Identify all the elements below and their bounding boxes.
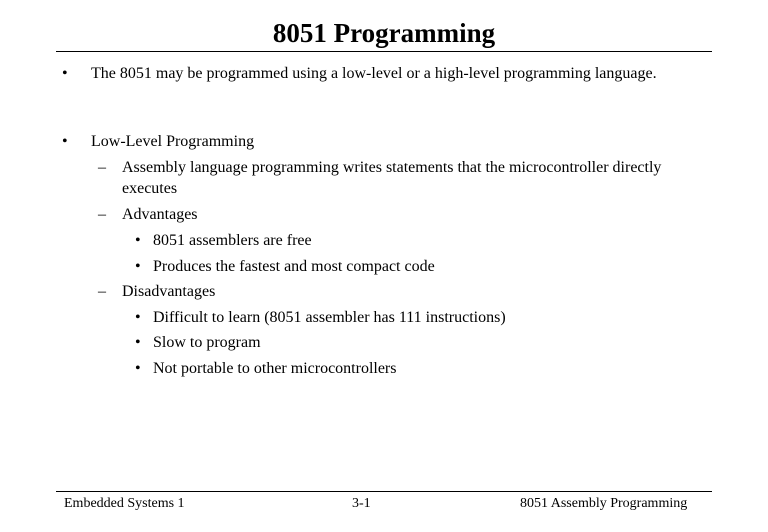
dash-marker: – [98, 283, 106, 300]
sub-bullet-advantages-text: Advantages [122, 206, 198, 223]
bullet-marker: • [135, 232, 141, 249]
bullet-marker: • [62, 133, 68, 150]
bullet-marker: • [135, 334, 141, 351]
advantage-item-text: 8051 assemblers are free [153, 232, 312, 249]
disadvantage-item-text: Not portable to other microcontrollers [153, 360, 397, 377]
bullet-marker: • [62, 65, 68, 82]
bullet-low-level-text: Low-Level Programming [91, 133, 255, 150]
sub-bullet-assembly-text: Assembly language programming writes statements that the microcontroller directly executes [122, 159, 662, 197]
bullet-intro-text: The 8051 may be programmed using a low-level or a high-level programming language. [91, 65, 657, 82]
footer-page-number: 3-1 [352, 496, 371, 511]
bullet-marker: • [135, 360, 141, 377]
disadvantage-item-text: Difficult to learn (8051 assembler has 111 instructions) [153, 309, 506, 326]
bullet-marker: • [135, 309, 141, 326]
advantage-item-text: Produces the fastest and most compact code [153, 258, 435, 275]
dash-marker: – [98, 159, 106, 176]
bullet-marker: • [135, 258, 141, 275]
slide-title: 8051 Programming [272, 18, 496, 48]
dash-marker: – [98, 206, 106, 223]
footer-topic: 8051 Assembly Programming [520, 496, 688, 511]
sub-bullet-disadvantages-text: Disadvantages [122, 283, 216, 300]
footer-course-name: Embedded Systems 1 [64, 496, 185, 511]
disadvantage-item-text: Slow to program [153, 334, 261, 351]
footer-divider [56, 491, 712, 492]
